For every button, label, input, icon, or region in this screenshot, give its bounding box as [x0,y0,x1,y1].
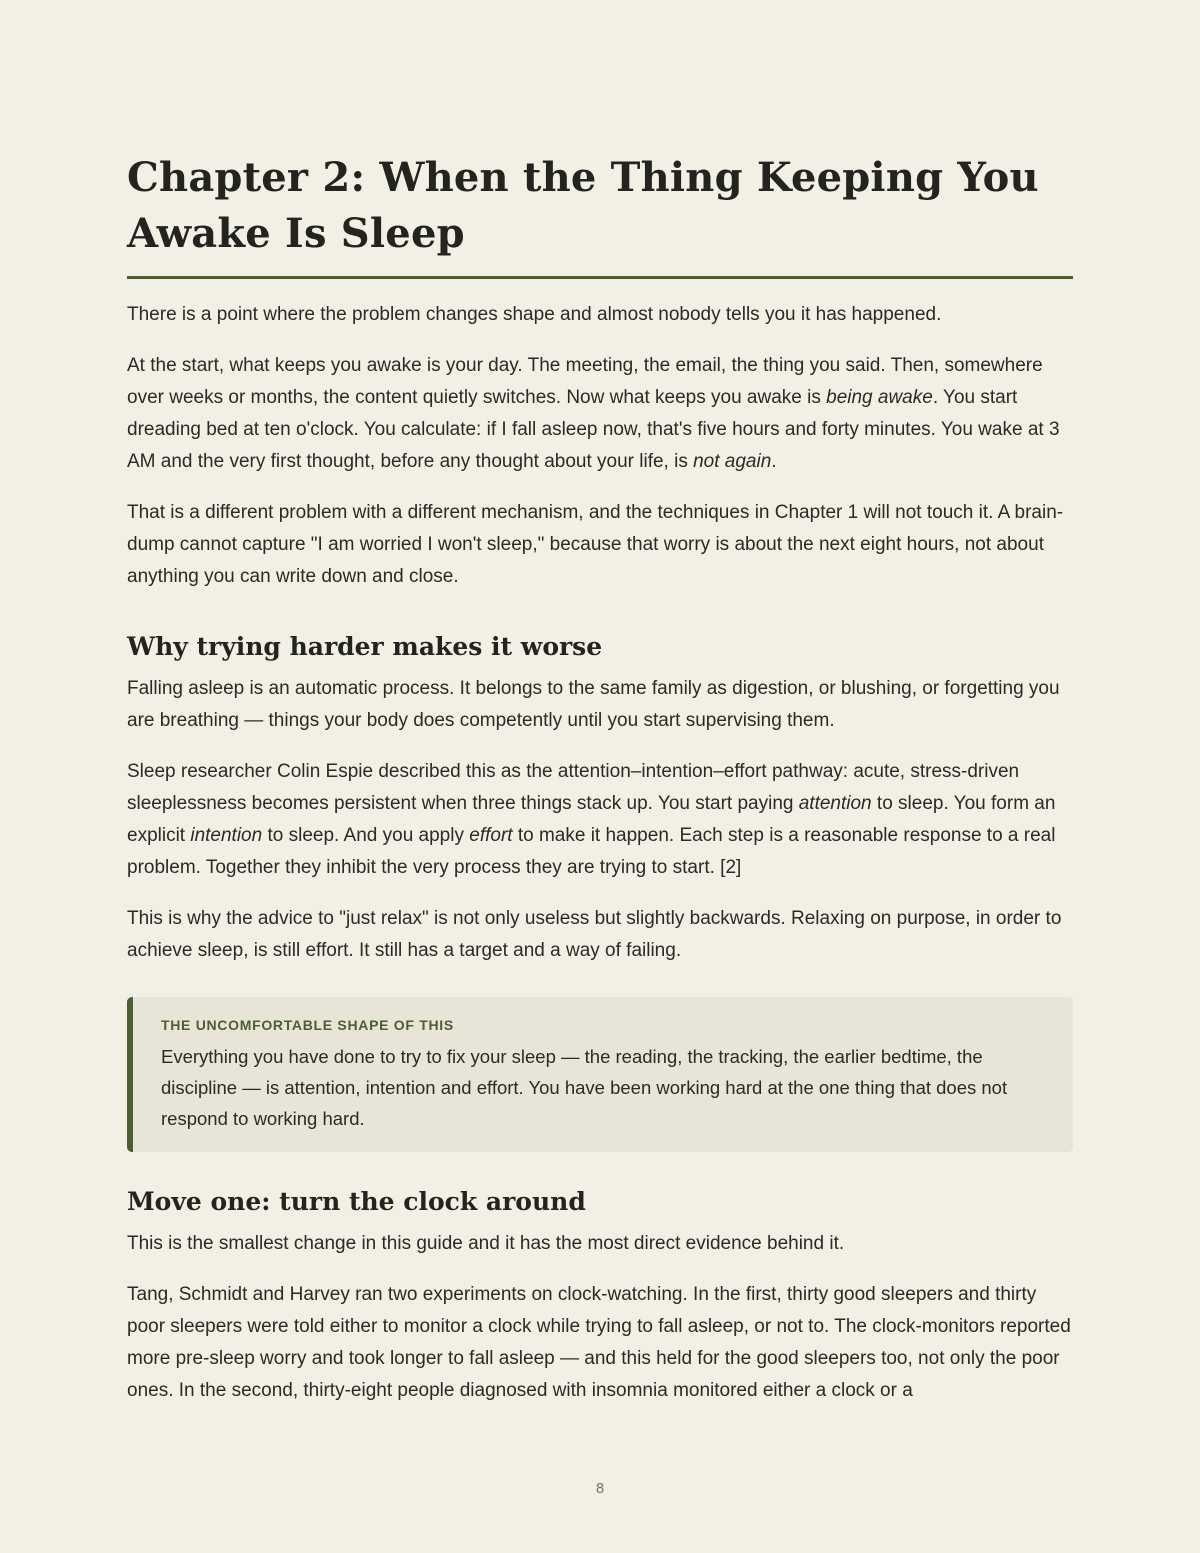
callout-box [127,997,1073,1152]
section1-paragraph-3: This is why the advice to "just relax" is not only useless but slightly backwards. Relaxing on purpose, in order to achieve sleep, is still effort. It still has a target and a way of failing. [127,908,1062,961]
text-run: Sleep researcher Colin Espie described this as the attention–intention–effort pathway: acute, stress-driven sleeplessness becomes persistent when three things stack up. You start paying [127,761,1020,814]
page-content [127,140,1073,1407]
chapter-title: Chapter 2: When the Thing Keeping You Awake Is Sleep [127,150,1073,279]
section2-paragraph-2: Tang, Schmidt and Harvey ran two experiments on clock-watching. In the first, thirty good sleepers and thirty poor sleepers were told either to monitor a clock while trying to fall asleep, or not to. The clock-monitors reported more pre-sleep worry and took longer to fall asleep — and this held for the good sleepers too, not only the poor ones. In the second, thirty-eight people diagnosed with insomnia monitored either a clock or a [127,1284,1071,1401]
text-run: to make it happen. Each step is a reasonable response to a real problem. Together they inhibit the very process they are trying to start. [2] [127,825,1056,878]
emphasis-text: being awake [826,387,933,408]
callout-text: Everything you have done to try to fix your sleep — the reading, the tracking, the earlier bedtime, the discipline — is attention, intention and effort. You have been working hard at the one thing that does not respond to working hard. [161,1046,1008,1129]
intro-paragraph-1: There is a point where the problem changes shape and almost nobody tells you it has happened. [127,304,942,325]
emphasis-text: attention [798,793,872,814]
emphasis-text: effort [469,825,513,846]
text-run: to sleep. You form an explicit [127,793,1056,846]
section2-paragraph-1: This is the smallest change in this guide and it has the most direct evidence behind it. [127,1233,845,1254]
text-run: . You start dreading bed at ten o'clock. You calculate: if I fall asleep now, that's five hours and forty minutes. You wake at 3 AM and the very first thought, before any thought about your life, is [127,387,1060,472]
section1-paragraph-1: Falling asleep is an automatic process. It belongs to the same family as digestion, or blushing, or forgetting you are breathing — things your body does competently until you start supervising them. [127,678,1060,731]
intro-paragraph-3: That is a different problem with a different mechanism, and the techniques in Chapter 1 will not touch it. A brain-dump cannot capture "I am worried I won't sleep," because that worry is about the next eight hours, not about anything you can write down and close. [127,502,1064,587]
text-run: At the start, what keeps you awake is your day. The meeting, the email, the thing you said. Then, somewhere over weeks or months, the content quietly switches. Now what keeps you awake is [127,355,1043,408]
text-run: . [771,451,777,472]
section1-paragraph-2 [127,756,1073,884]
emphasis-text: not again [693,451,772,472]
text-run: to sleep. And you apply [262,825,470,846]
intro-paragraph-2 [127,350,1073,478]
section-heading-move-one: Move one: turn the clock around [127,1187,586,1216]
page-number: 8 [595,1480,605,1497]
callout-label: THE UNCOMFORTABLE SHAPE OF THIS [161,1017,454,1033]
section-heading-why-trying-harder: Why trying harder makes it worse [127,632,603,661]
emphasis-text: intention [190,825,263,846]
